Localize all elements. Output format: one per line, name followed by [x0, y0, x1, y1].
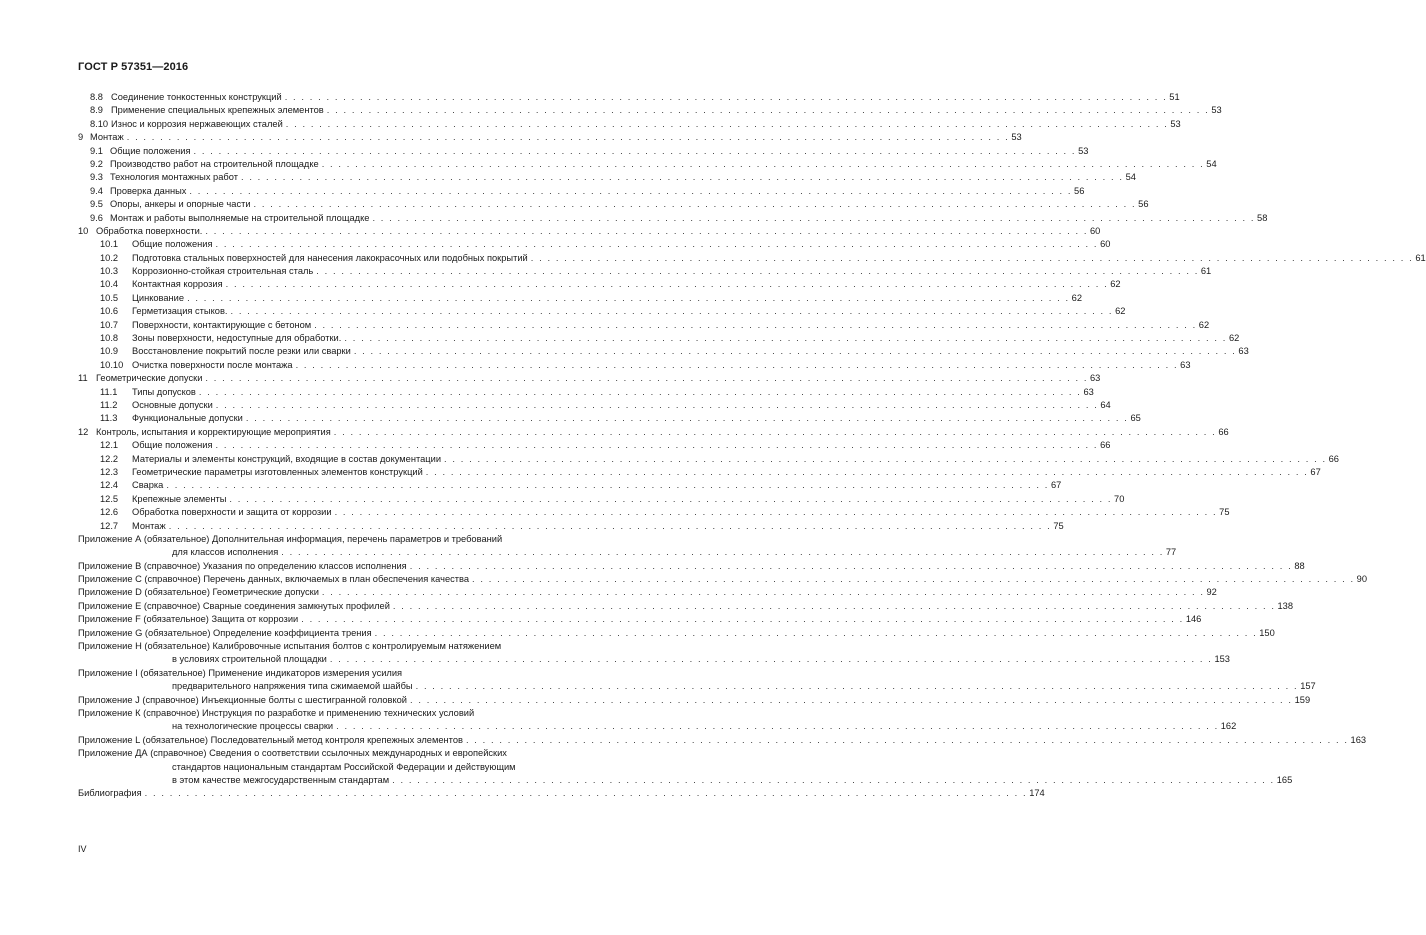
- leader-dots: [229, 493, 1112, 506]
- toc-entry: [78, 225, 1101, 238]
- toc-entry-page: 62: [1228, 333, 1240, 344]
- toc-entry-number: 10.7: [100, 319, 119, 330]
- toc-entry: [78, 131, 1022, 144]
- appendix-page: 153: [1214, 654, 1230, 665]
- toc-entry-page: 62: [1198, 319, 1210, 330]
- appendix-page: 92: [1206, 587, 1217, 598]
- appendix-entry-continuation: [78, 761, 614, 774]
- toc-entry-page: 67: [1310, 466, 1321, 477]
- toc-entry-title: Геометрические параметры изготовленных элементов конструкций: [132, 466, 423, 477]
- toc-entry: [78, 185, 1085, 198]
- appendix-title: Приложение К (справочное) Инструкция по разработке и применению технических условий: [78, 707, 475, 718]
- appendix-title: Приложение F (обязательное) Защита от коррозии: [78, 614, 299, 625]
- toc-entry: [78, 787, 1045, 800]
- leader-dots: [281, 546, 1164, 559]
- toc-entry-title: Обработка поверхности.: [96, 225, 203, 236]
- leader-dots: [375, 627, 1258, 640]
- toc-entry: [78, 91, 1180, 104]
- toc-entry-number: 9.6: [90, 212, 103, 223]
- toc-entry-title: Контроль, испытания и корректирующие мероприятия: [96, 426, 331, 437]
- leader-dots: [322, 158, 1205, 171]
- toc-entry-number: 12.5: [100, 493, 119, 504]
- appendix-entry: [78, 627, 1275, 640]
- toc-entry: [78, 479, 1062, 492]
- leader-dots: [205, 225, 1088, 238]
- toc-entry-number: 10.5: [100, 292, 119, 303]
- appendix-entry-continuation: [78, 653, 1230, 666]
- appendix-page: 157: [1300, 681, 1316, 692]
- toc-entry-title: Монтаж: [90, 132, 124, 143]
- toc-entry-page: 60: [1100, 239, 1111, 250]
- toc-entry-number: 9.5: [90, 199, 103, 210]
- leader-dots: [145, 787, 1028, 800]
- toc-entry-page: 63: [1180, 359, 1191, 370]
- toc-entry-number: 12.3: [100, 466, 119, 477]
- toc-entry-number: 8.9: [90, 105, 103, 116]
- toc-entry: [78, 359, 1191, 372]
- appendix-title: Приложение L (обязательное) Последовательный метод контроля крепежных элементов: [78, 734, 463, 745]
- toc-entry-number: 10.8: [100, 333, 119, 344]
- toc-entry-title: Производство работ на строительной площадке: [110, 158, 319, 169]
- toc-entry: [78, 278, 1121, 291]
- appendix-entry: [78, 573, 1367, 586]
- leader-dots: [296, 359, 1179, 372]
- toc-entry-title: Герметизация стыков.: [132, 306, 228, 317]
- toc-entry: [78, 399, 1111, 412]
- leader-dots: [410, 694, 1293, 707]
- leader-dots: [230, 305, 1113, 318]
- appendix-page: 88: [1294, 560, 1305, 571]
- toc-entry-title: Цинкование: [132, 292, 185, 303]
- toc-entry-page: 54: [1125, 172, 1136, 183]
- leader-dots: [241, 171, 1124, 184]
- appendix-page: 150: [1259, 627, 1275, 638]
- appendix-title: Приложение Е (справочное) Сварные соединения замкнутых профилей: [78, 600, 390, 611]
- toc-entry-page: 70: [1114, 493, 1125, 504]
- toc-entry-title: Крепежные элементы: [132, 493, 227, 504]
- toc-entry: [78, 493, 1125, 506]
- toc-entry-title: Соединение тонкостенных конструкций: [111, 92, 282, 102]
- toc-entry-page: 64: [1100, 399, 1111, 410]
- toc-entry-title: Монтаж: [132, 520, 166, 531]
- toc-entry: [78, 345, 1249, 358]
- toc-entry: [78, 332, 1240, 345]
- toc-entry: [78, 426, 1229, 439]
- toc-entry-title: Типы допусков: [132, 386, 196, 397]
- appendix-entry-continuation: [78, 774, 1293, 787]
- toc-entry: [78, 466, 1321, 479]
- appendix-title: Приложение Н (обязательное) Калибровочные испытания болтов с контролируемым натяжением: [78, 641, 502, 652]
- toc-entry-title: Зоны поверхности, недоступные для обработки.: [132, 333, 342, 344]
- appendix-entry-continuation: [78, 680, 1316, 693]
- leader-dots: [216, 439, 1099, 452]
- toc-entry: [78, 118, 1181, 131]
- toc-entry-number: 12.6: [100, 507, 119, 518]
- leader-dots: [194, 145, 1077, 158]
- leader-dots: [426, 466, 1309, 479]
- appendix-title: Приложение D (обязательное) Геометрические допуски: [78, 587, 319, 598]
- toc-entry-page: 53: [1078, 145, 1089, 156]
- appendix-page: 77: [1165, 547, 1177, 558]
- leader-dots: [410, 560, 1293, 573]
- toc-entry-page: 63: [1238, 346, 1249, 357]
- toc-entry-title: Контактная коррозия: [132, 279, 223, 290]
- toc-entry-title: Функциональные допуски: [132, 413, 243, 424]
- appendix-title: стандартов национальным стандартам Российской Федерации и действующим: [172, 761, 516, 772]
- appendix-entry-continuation: [78, 546, 1177, 559]
- toc-entry-number: 9: [78, 132, 84, 143]
- leader-dots: [335, 506, 1218, 519]
- leader-dots: [334, 426, 1217, 439]
- toc-entry: [78, 145, 1089, 158]
- leader-dots: [314, 319, 1197, 332]
- toc-entry: [78, 212, 1268, 225]
- leader-dots: [199, 386, 1082, 399]
- leader-dots: [301, 613, 1184, 626]
- toc-entry-title: Коррозионно-стойкая строительная сталь: [132, 266, 314, 277]
- toc-entry-number: 10.1: [100, 239, 119, 250]
- toc-entry-number: 12.7: [100, 520, 119, 531]
- leader-dots: [393, 600, 1276, 613]
- toc-entry-page: 174: [1029, 788, 1045, 799]
- toc-entry-page: 54: [1206, 158, 1217, 169]
- leader-dots: [531, 252, 1414, 265]
- appendix-entry: [78, 734, 1367, 747]
- leader-dots: [392, 774, 1275, 787]
- toc-entry-number: 10.9: [100, 346, 119, 357]
- toc-entry-page: 62: [1115, 306, 1126, 317]
- toc-entry-number: 10.6: [100, 306, 119, 317]
- toc-entry-page: 75: [1053, 520, 1064, 531]
- toc-entry-number: 8.10: [90, 118, 109, 129]
- toc-entry-title: Подготовка стальных поверхностей для нанесения лакокрасочных или подобных покрытий: [132, 252, 528, 263]
- toc-entry-title: Опоры, анкеры и опорные части: [110, 199, 251, 210]
- leader-dots: [226, 278, 1109, 291]
- appendix-entry: [78, 667, 614, 680]
- toc-entry: [78, 104, 1222, 117]
- appendix-entry: [78, 640, 614, 653]
- appendix-title: Приложение I (обязательное) Применение индикаторов измерения усилия: [78, 667, 403, 678]
- toc-entry-title: Общие положения: [132, 440, 213, 451]
- toc-entry-title: Очистка поверхности после монтажа: [132, 359, 293, 370]
- toc-entry: [78, 292, 1083, 305]
- leader-dots: [354, 345, 1237, 358]
- toc-entry: [78, 386, 1094, 399]
- leader-dots: [246, 412, 1129, 425]
- toc-entry-number: 11: [78, 373, 88, 384]
- toc-entry-title: Износ и коррозия нержавеющих сталей: [111, 118, 283, 129]
- document-header: ГОСТ Р 57351—2016: [78, 61, 189, 73]
- toc-entry-number: 10.10: [100, 359, 124, 370]
- leader-dots: [372, 212, 1255, 225]
- toc-entry-number: 9.3: [90, 172, 103, 183]
- toc-entry-number: 10.2: [100, 252, 119, 263]
- appendix-entry: [78, 707, 614, 720]
- appendix-title: Приложение А (обязательное) Дополнительная информация, перечень параметров и требований: [78, 533, 503, 544]
- toc-entry-number: 10: [78, 225, 89, 236]
- toc-entry-number: 10.4: [100, 279, 119, 290]
- toc-entry-number: 9.2: [90, 158, 103, 169]
- appendix-entry: [78, 613, 1202, 626]
- appendix-title: Приложение J (справочное) Инъекционные болты с шестигранной головкой: [78, 694, 407, 705]
- appendix-title: на технологические процессы сварки: [172, 721, 334, 732]
- appendix-title: Приложение С (справочное) Перечень данных, включаемых в план обеспечения качества: [78, 574, 470, 585]
- appendix-page: 162: [1220, 721, 1237, 732]
- toc-entry-page: 63: [1090, 373, 1101, 384]
- appendix-title: предварительного напряжения типа сжимаемой шайбы: [172, 681, 413, 692]
- leader-dots: [285, 91, 1168, 104]
- page-number: IV: [78, 844, 87, 854]
- leader-dots: [187, 292, 1070, 305]
- table-of-contents: [78, 91, 1426, 801]
- toc-entry-title: Проверка данных: [110, 185, 187, 196]
- toc-entry: [78, 265, 1212, 278]
- appendix-entry: [78, 560, 1305, 573]
- toc-entry: [78, 453, 1339, 466]
- appendix-title: для классов исполнения: [172, 547, 279, 558]
- leader-dots: [472, 573, 1355, 586]
- toc-entry-page: 61: [1415, 252, 1426, 263]
- toc-entry-number: 8.8: [90, 92, 103, 102]
- toc-entry-page: 53: [1011, 132, 1022, 143]
- toc-entry-number: 12.2: [100, 453, 119, 464]
- toc-entry-number: 9.1: [90, 145, 103, 156]
- appendix-page: 163: [1350, 734, 1367, 745]
- appendix-page: 159: [1294, 694, 1311, 705]
- toc-entry-title: Технология монтажных работ: [110, 172, 238, 183]
- leader-dots: [336, 720, 1219, 733]
- toc-entry-title: Восстановление покрытий после резки или сварки: [132, 346, 351, 357]
- toc-entry-page: 62: [1071, 292, 1083, 303]
- toc-entry-page: 60: [1090, 225, 1101, 236]
- toc-entry-page: 61: [1200, 266, 1212, 277]
- toc-entry: [78, 412, 1141, 425]
- leader-dots: [466, 734, 1349, 747]
- toc-entry-page: 66: [1328, 453, 1339, 464]
- leader-dots: [444, 453, 1327, 466]
- appendix-page: 90: [1356, 574, 1367, 585]
- appendix-title: в этом качестве межгосударственным стандартам: [172, 774, 390, 785]
- leader-dots: [286, 118, 1169, 131]
- appendix-entry: [78, 533, 614, 546]
- toc-entry-page: 51: [1169, 92, 1180, 102]
- toc-entry-title: Применение специальных крепежных элементов: [111, 105, 324, 116]
- toc-entry-page: 58: [1257, 212, 1268, 223]
- leader-dots: [216, 399, 1099, 412]
- toc-entry-title: Общие положения: [110, 145, 191, 156]
- toc-entry-page: 66: [1100, 440, 1111, 451]
- leader-dots: [327, 104, 1210, 117]
- leader-dots: [344, 332, 1227, 345]
- leader-dots: [316, 265, 1199, 278]
- leader-dots: [416, 680, 1299, 693]
- appendix-entry: [78, 694, 1311, 707]
- appendix-title: Приложение ДА (справочное) Сведения о соответствии ссылочных международных и европейских: [78, 748, 507, 759]
- appendix-page: 146: [1185, 614, 1202, 625]
- toc-entry: [78, 520, 1064, 533]
- toc-entry-title: Основные допуски: [132, 399, 213, 410]
- toc-entry: [78, 439, 1111, 452]
- toc-entry-title: Библиография: [78, 788, 142, 799]
- toc-entry: [78, 506, 1230, 519]
- toc-entry-number: 10.3: [100, 266, 119, 277]
- toc-entry-number: 12.4: [100, 480, 119, 491]
- appendix-title: Приложение В (справочное) Указания по определению классов исполнения: [78, 560, 407, 571]
- leader-dots: [330, 653, 1213, 666]
- toc-entry-title: Поверхности, контактирующие с бетоном: [132, 319, 312, 330]
- leader-dots: [254, 198, 1137, 211]
- toc-entry-page: 56: [1074, 185, 1085, 196]
- appendix-entry: [78, 600, 1294, 613]
- toc-entry-page: 56: [1138, 199, 1149, 210]
- toc-entry-title: Общие положения: [132, 239, 213, 250]
- toc-entry-title: Геометрические допуски: [96, 373, 203, 384]
- toc-entry-number: 11.2: [100, 399, 118, 410]
- toc-entry-number: 11.3: [100, 413, 118, 424]
- toc-entry-page: 63: [1083, 386, 1094, 397]
- toc-entry: [78, 319, 1210, 332]
- toc-entry-title: Сварка: [132, 480, 164, 491]
- leader-dots: [216, 238, 1099, 251]
- toc-entry: [78, 158, 1217, 171]
- leader-dots: [189, 185, 1072, 198]
- leader-dots: [166, 479, 1049, 492]
- toc-entry-number: 9.4: [90, 185, 103, 196]
- toc-entry: [78, 238, 1111, 251]
- leader-dots: [169, 520, 1052, 533]
- leader-dots: [322, 586, 1205, 599]
- toc-entry-page: 75: [1219, 507, 1230, 518]
- toc-entry-page: 62: [1110, 279, 1121, 290]
- leader-dots: [205, 372, 1088, 385]
- toc-entry-page: 53: [1211, 105, 1222, 116]
- appendix-entry: [78, 747, 614, 760]
- toc-entry: [78, 198, 1149, 211]
- toc-entry-page: 66: [1218, 426, 1229, 437]
- toc-entry: [78, 305, 1126, 318]
- appendix-entry-continuation: [78, 720, 1237, 733]
- toc-entry-number: 12.1: [100, 440, 119, 451]
- toc-entry-title: Обработка поверхности и защита от коррозии: [132, 507, 332, 518]
- toc-entry: [78, 171, 1136, 184]
- toc-entry: [78, 252, 1426, 265]
- leader-dots: [127, 131, 1010, 144]
- toc-entry-number: 12: [78, 426, 89, 437]
- toc-entry-page: 67: [1050, 480, 1062, 491]
- toc-entry-page: 65: [1130, 413, 1141, 424]
- toc-entry: [78, 372, 1101, 385]
- appendix-title: в условиях строительной площадки: [172, 654, 327, 665]
- toc-entry-title: Монтаж и работы выполняемые на строительной площадке: [110, 212, 370, 223]
- appendix-entry: [78, 586, 1217, 599]
- appendix-title: Приложение G (обязательное) Определение коэффициента трения: [78, 627, 372, 638]
- toc-entry-number: 11.1: [100, 386, 118, 397]
- appendix-page: 138: [1277, 600, 1294, 611]
- toc-entry-page: 53: [1170, 118, 1181, 129]
- toc-entry-title: Материалы и элементы конструкций, входящие в состав документации: [132, 453, 442, 464]
- appendix-page: 165: [1276, 774, 1293, 785]
